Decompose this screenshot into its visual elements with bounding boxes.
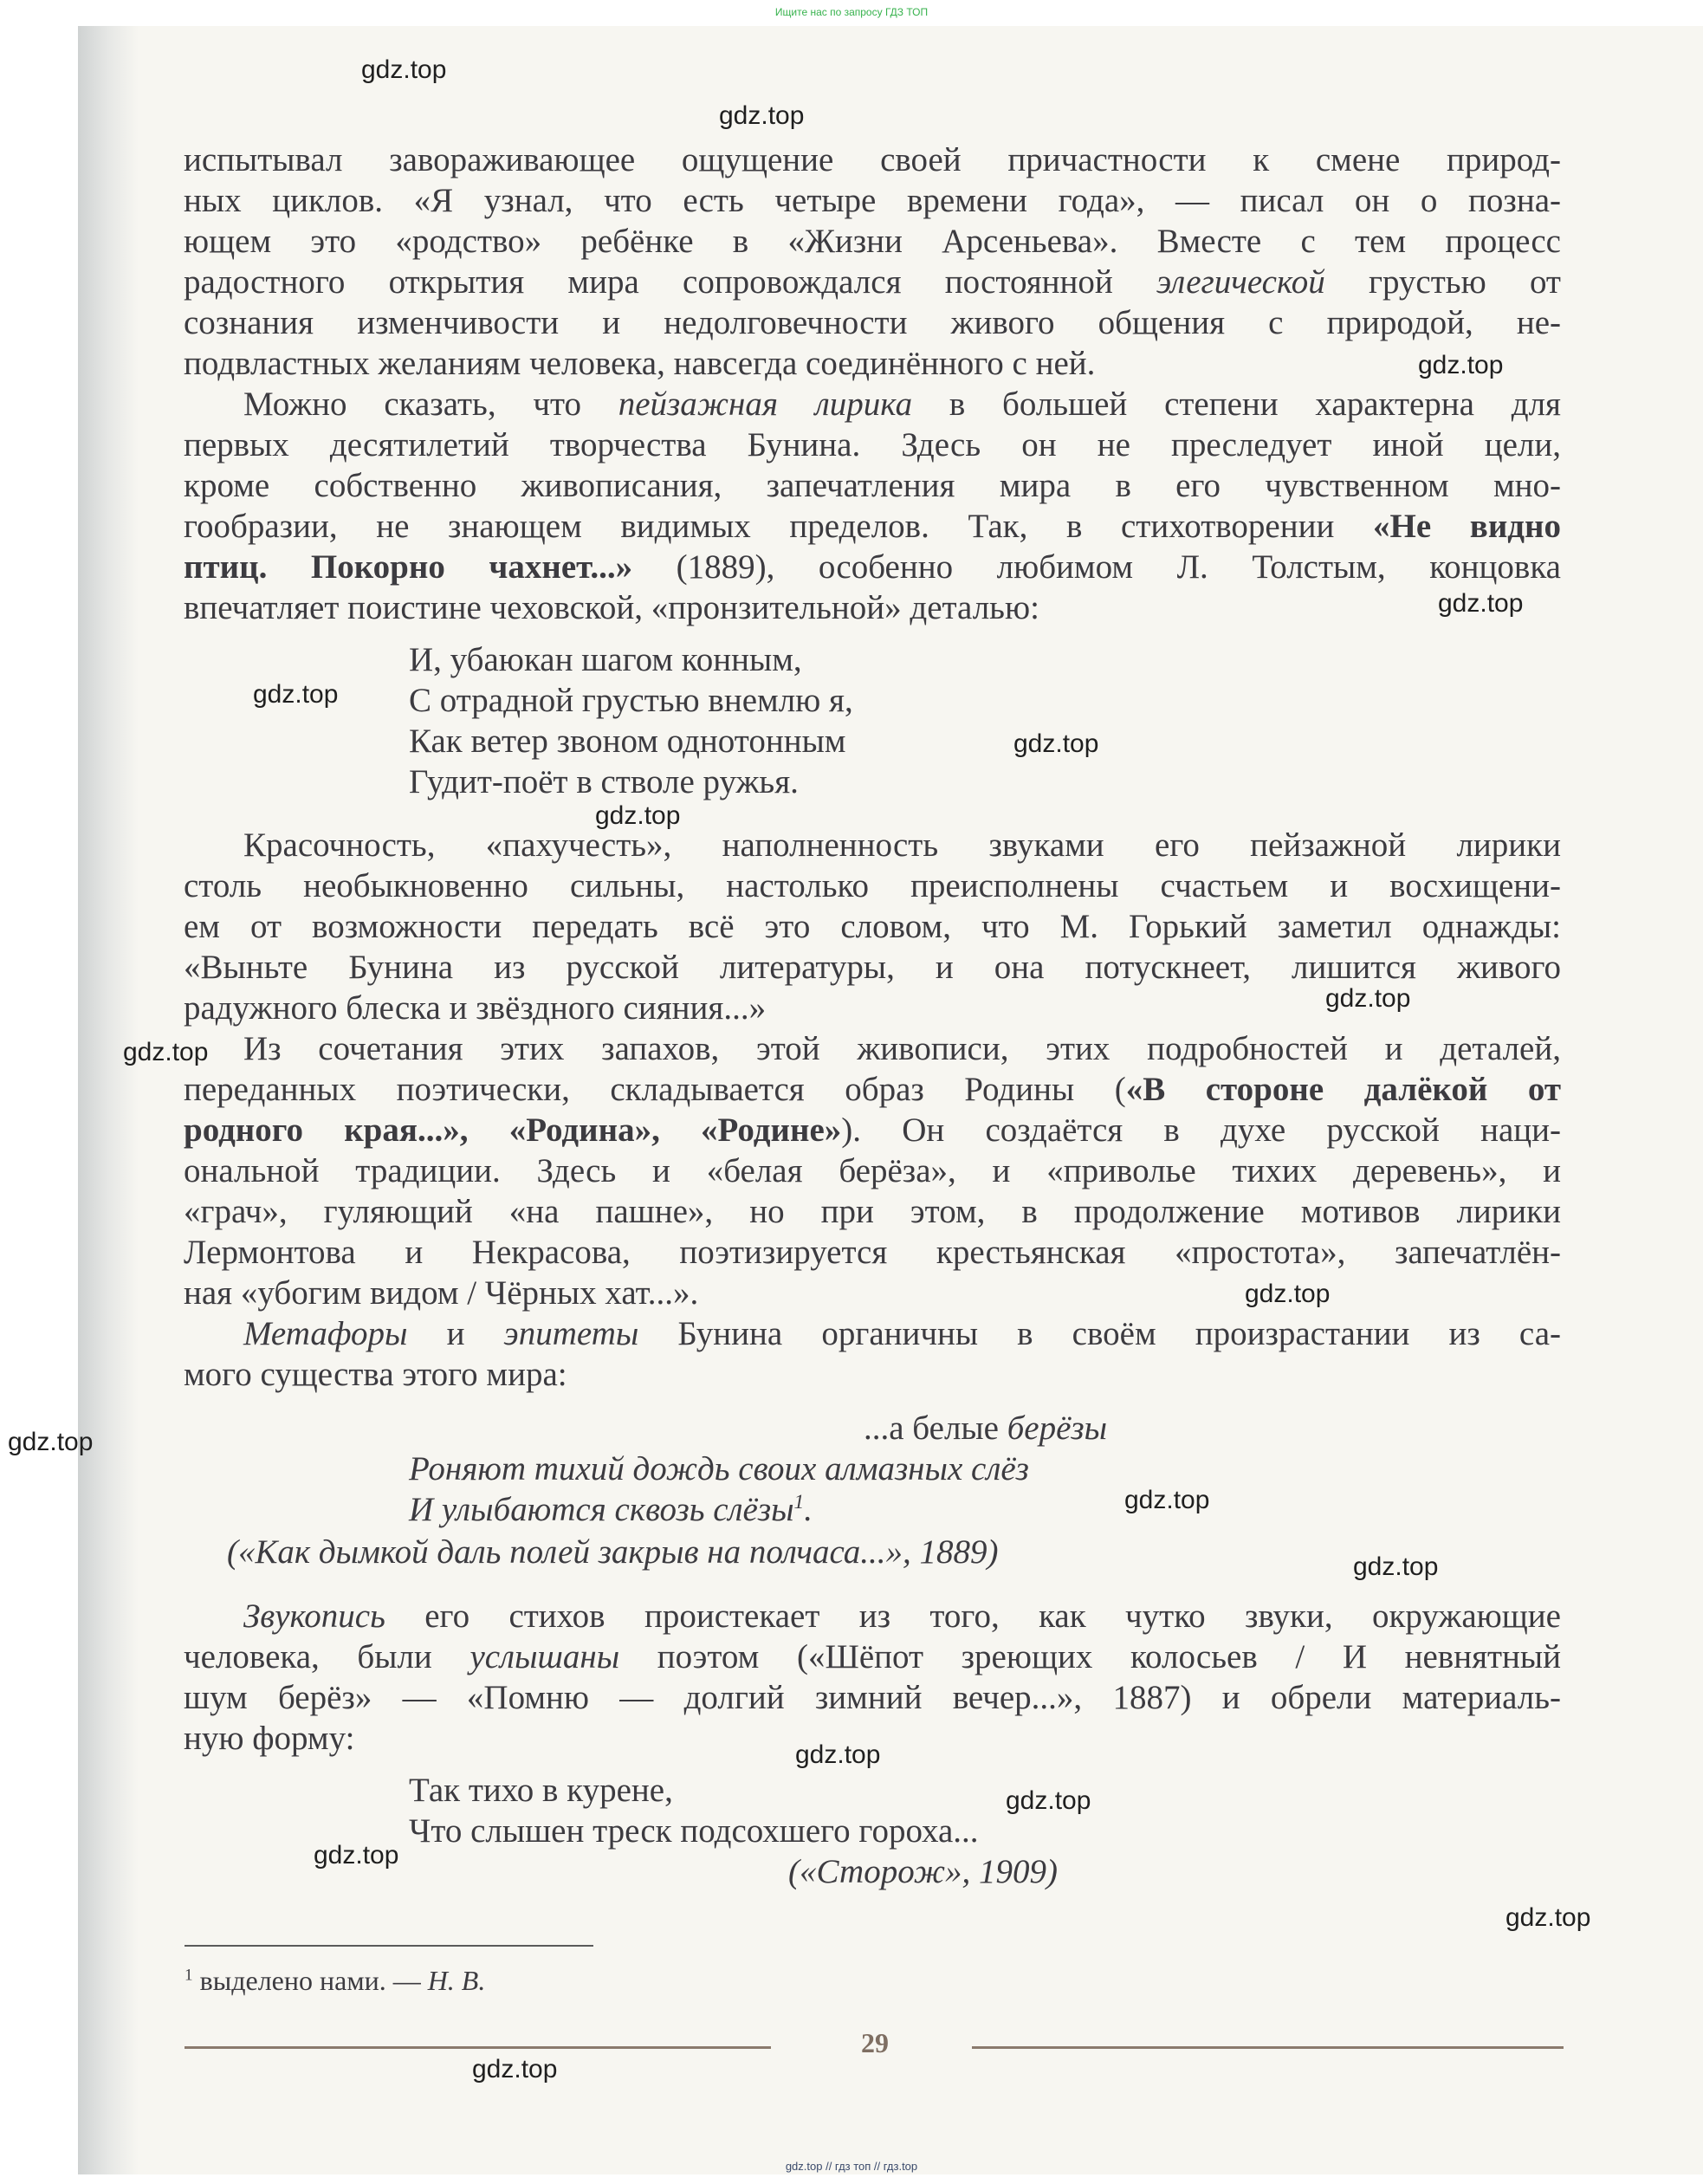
- text-line: [184, 262, 1561, 302]
- text-line: столь необыкновенно сильны, настолько преисполнены счастьем и восхищени-: [184, 867, 1561, 904]
- watermark: gdz.top: [8, 1428, 94, 1456]
- text-run: Можно сказать, что: [243, 386, 618, 423]
- verse-line: [409, 1489, 813, 1530]
- book-spine-shadow: [78, 26, 139, 2174]
- watermark: gdz.top: [1506, 1903, 1591, 1932]
- verse-line: Гудит-поёт в стволе ружья.: [409, 763, 799, 800]
- verse-line: Так тихо в курене,: [409, 1772, 673, 1809]
- text-line: Красочность, «пахучесть», наполненность звуками его пейзажной лирики: [243, 826, 1561, 864]
- text-run: ...а белые: [864, 1410, 1007, 1447]
- watermark: gdz.top: [1325, 984, 1411, 1013]
- text-line: [184, 1636, 1561, 1677]
- footnote-text: выделено нами. —: [192, 1965, 428, 1996]
- watermark: gdz.top: [595, 801, 681, 830]
- verse-line: И, убаюкан шагом конным,: [409, 641, 802, 678]
- text-run: ). Он создаётся в духе русской наци-: [841, 1111, 1562, 1149]
- poem-title-bold: «Не видно: [1372, 508, 1561, 545]
- text-line: ональной традиции. Здесь и «белая берёза», и «приволье тихих деревень», и: [184, 1152, 1561, 1189]
- text-line: [243, 384, 1561, 424]
- text-line: ных циклов. «Я узнал, что есть четыре времени года», — писал он о позна-: [184, 182, 1561, 219]
- watermark: gdz.top: [253, 680, 339, 709]
- text-line: «Выньте Бунина из русской литературы, и она потускнеет, лишится живого: [184, 949, 1561, 986]
- text-run: его стихов проистекает из того, как чутко звуки, окружающие: [385, 1597, 1561, 1635]
- text-line: первых десятилетий творчества Бунина. Здесь он не преследует иной цели,: [184, 426, 1561, 463]
- text-run: поэтом («Шёпот зреющих колосьев / И невнятный: [619, 1638, 1561, 1675]
- text-run: И улыбаются сквозь слёзы: [409, 1491, 794, 1528]
- text-line: [184, 1069, 1561, 1110]
- verse-source: («Сторож», 1909): [788, 1853, 1059, 1890]
- page-number-rule-left: [185, 2046, 771, 2049]
- text-line: мого существа этого мира:: [184, 1356, 567, 1393]
- watermark: gdz.top: [1124, 1486, 1210, 1514]
- page-number-rule-right: [972, 2046, 1564, 2049]
- watermark: gdz.top: [1418, 351, 1504, 379]
- text-line: Из сочетания этих запахов, этой живописи, этих подробностей и деталей,: [243, 1030, 1561, 1067]
- text-line: шум берёз» — «Помню — долгий зимний вечер...», 1887) и обрели материаль-: [184, 1679, 1561, 1716]
- text-run: Бунина органичны в своём произрастании из са-: [638, 1315, 1561, 1352]
- emphasis-metaphors: Метафоры: [243, 1315, 408, 1352]
- watermark: gdz.top: [1013, 729, 1099, 758]
- emphasis-landscape-lyric: пейзажная лирика: [618, 386, 913, 423]
- top-search-hint[interactable]: Ищите нас по запросу ГДЗ ТОП: [774, 6, 929, 18]
- watermark: gdz.top: [1353, 1552, 1439, 1581]
- watermark: gdz.top: [361, 55, 447, 84]
- text-run: радостного открытия мира сопровождался постоянной: [184, 263, 1156, 301]
- text-line: [243, 1313, 1561, 1354]
- text-line: Лермонтова и Некрасова, поэтизируется крестьянская «простота», запечатлён-: [184, 1234, 1561, 1271]
- verse-line: Роняют тихий дождь своих алмазных слёз: [409, 1450, 1029, 1487]
- text-run: в большей степени характерна для: [912, 386, 1561, 423]
- text-line: ную форму:: [184, 1720, 355, 1757]
- page-number: 29: [861, 2027, 889, 2058]
- poem-titles-bold: «В стороне далёкой от: [1125, 1071, 1561, 1108]
- bottom-site-links[interactable]: gdz.top // гдз топ // гдз.top: [785, 2160, 918, 2173]
- footnote-mark: 1: [185, 1966, 193, 1985]
- text-line: ющем это «родство» ребёнке в «Жизни Арсеньева». Вместе с тем процесс: [184, 223, 1561, 260]
- verse-source: («Как дымкой даль полей закрыв на полчаса...», 1889): [227, 1533, 999, 1571]
- text-line: радужного блеска и звёздного сияния...»: [184, 989, 767, 1027]
- text-line: подвластных желаниям человека, навсегда соединённого с ней.: [184, 345, 1096, 382]
- verse-line: Как ветер звоном однотонным: [409, 723, 846, 760]
- poem-title-bold: птиц. Покорно чахнет...»: [184, 548, 633, 586]
- emphasis-birches: берёзы: [1007, 1410, 1108, 1447]
- text-run: переданных поэтически, складывается образ Родины (: [184, 1071, 1126, 1108]
- text-line: впечатляет поистине чеховской, «пронзительной» деталью:: [184, 589, 1039, 626]
- text-line: ная «убогим видом / Чёрных хат...».: [184, 1274, 699, 1312]
- verse-line: С отрадной грустью внемлю я,: [409, 682, 853, 719]
- emphasis-epithets: эпитеты: [503, 1315, 639, 1352]
- watermark: gdz.top: [472, 2055, 558, 2084]
- watermark: gdz.top: [123, 1038, 209, 1066]
- emphasis-heard: услышаны: [469, 1638, 620, 1675]
- text-line: [184, 547, 1561, 587]
- watermark: gdz.top: [1245, 1280, 1331, 1308]
- poem-titles-bold: родного края...», «Родина», «Родине»: [184, 1111, 842, 1149]
- text-run: .: [804, 1491, 813, 1528]
- text-line: [184, 1110, 1561, 1150]
- text-run: гообразии, не знающем видимых пределов. Так, в стихотворении: [184, 508, 1373, 545]
- verse-line: Что слышен треск подсохшего гороха...: [409, 1812, 979, 1850]
- footnote-ref[interactable]: 1: [793, 1491, 805, 1513]
- watermark: gdz.top: [795, 1740, 881, 1769]
- text-line: испытывал завораживающее ощущение своей причастности к смене природ-: [184, 141, 1561, 178]
- text-run: и: [407, 1315, 504, 1352]
- emphasis-sound-writing: Звукопись: [243, 1597, 385, 1635]
- text-line: кроме собственно живописания, запечатления мира в его чувственном мно-: [184, 467, 1561, 504]
- verse-line: [864, 1408, 1107, 1448]
- watermark: gdz.top: [719, 101, 805, 130]
- emphasis-elegiac: элегической: [1156, 263, 1325, 301]
- text-line: ем от возможности передать всё это словом, что М. Горький заметил однажды:: [184, 908, 1561, 945]
- watermark: gdz.top: [1438, 589, 1524, 618]
- watermark: gdz.top: [314, 1841, 399, 1870]
- footnote-divider: [185, 1945, 593, 1947]
- text-run: грустью от: [1324, 263, 1561, 301]
- footnote: [185, 1965, 485, 1997]
- text-run: (1889), особенно любимом Л. Толстым, концовка: [632, 548, 1561, 586]
- text-line: сознания изменчивости и недолговечности живого общения с природой, не-: [184, 304, 1561, 341]
- text-run: человека, были: [184, 1638, 470, 1675]
- footnote-author: Н. В.: [427, 1965, 486, 1996]
- text-line: «грач», гуляющий «на пашне», но при этом, в продолжение мотивов лирики: [184, 1193, 1561, 1230]
- text-line: [184, 506, 1561, 547]
- text-line: [243, 1596, 1561, 1636]
- watermark: gdz.top: [1006, 1786, 1091, 1815]
